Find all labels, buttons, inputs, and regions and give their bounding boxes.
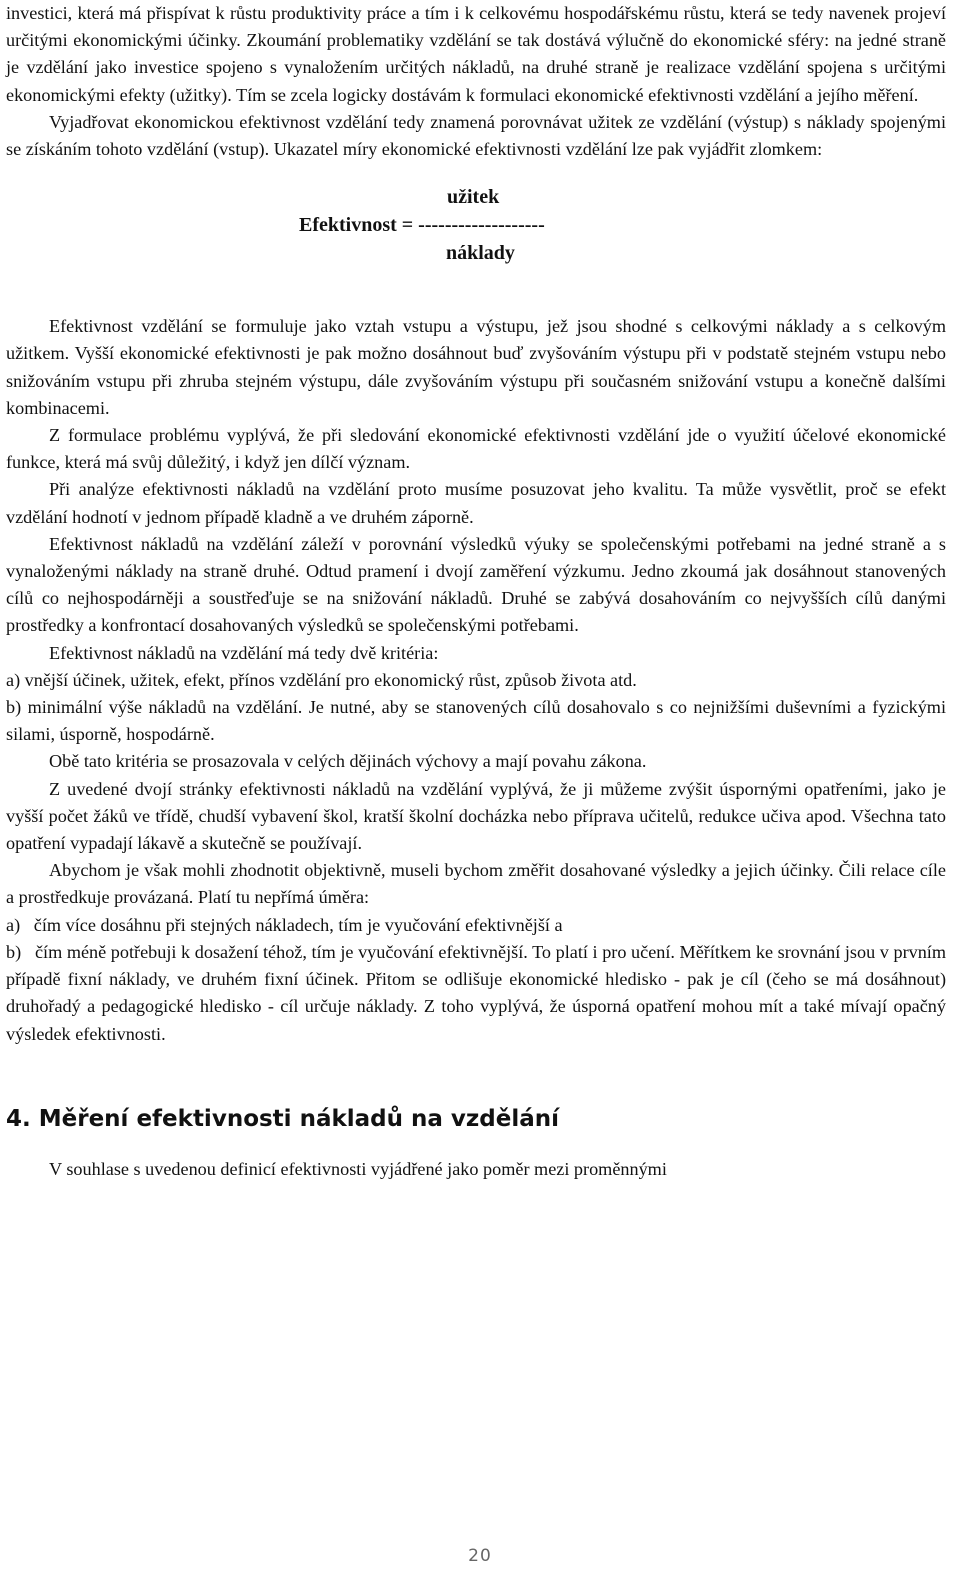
list-text: čím více dosáhnu při stejných nákladech, tím je vyučování efektivnější a (33, 914, 563, 935)
formula-denominator: náklady (446, 242, 515, 265)
criterion-b: b) minimální výše nákladů na vzdělání. Je nutné, aby se stanovených cílů dosahovalo s co nejnižšími duševními a fyzickými silami, úsporně, hospodárně. (6, 697, 946, 745)
efficiency-formula (6, 186, 946, 304)
paragraph-efficiency-formulation: Efektivnost vzdělání se formuluje jako vztah vstupu a výstupu, jež jsou shodné s celkovými náklady a s celkovým užitkem. Vyšší ekonomické efektivnosti je pak možno dosáhnout buď zvyšováním výstupu při v podstatě stejném vstupu nebo snižováním vstupu při zhruba stejném výstupu, dále zvyšováním výstupu při současném snižování vstupu a konečně dalšími kombinacemi. (6, 316, 946, 418)
paragraph-efficiency-definition: Vyjadřovat ekonomickou efektivnost vzdělání tedy znamená porovnávat užitek ze vzdělání (výstup) s náklady spojenými se získáním tohoto vzdělání (vstup). Ukazatel míry ekonomické efektivnosti vzdělání lze pak vyjádřit zlomkem: (6, 111, 946, 160)
criterion-a: a) vnější účinek, užitek, efekt, přínos vzdělání pro ekonomický růst, způsob života atd. (6, 669, 637, 690)
paragraph-quality-analysis: Při analýze efektivnosti nákladů na vzdělání proto musíme posuzovat jeho kvalitu. Ta může vysvětlit, proč se efekt vzdělání hodnotí v jednom případě kladně a ve druhém záporně. (6, 479, 946, 527)
paragraph-two-criteria: Efektivnost nákladů na vzdělání má tedy dvě kritéria: (49, 642, 439, 663)
paragraph-law-nature: Obě tato kritéria se prosazovala v celých dějinách výchovy a mají povahu zákona. (49, 751, 647, 772)
document-page (6, 0, 946, 1183)
paragraph-problem-formulation: Z formulace problému vyplývá, že při sledování ekonomické efektivnosti vzdělání jde o využití účelové ekonomické funkce, která má svůj důležitý, i když jen dílčí význam. (6, 425, 946, 473)
list-text: čím méně potřebuji k dosažení téhož, tím je vyučování efektivnější. To platí i pro učení. Měřítkem ke srovnání jsou v prvním případě fixní náklady, ve druhém fixní účinek. Přitom se odlišuje ekonomické hledisko - pak je cíl (čeho se má dosáhnout) druhořadý a pedagogické hledisko - cíl určuje náklady. Z toho vyplývá, že úsporná opatření mohou mít a také mívají opačný výsledek efektivnosti. (6, 941, 947, 1044)
paragraph-cost-efficiency: Efektivnost nákladů na vzdělání záleží v porovnání výsledků výuky se společenskými potřebami na jedné straně a s vynaloženými náklady na straně druhé. Odtud pramení i dvojí zaměření výzkumu. Jedno zkoumá jak dosáhnout stanovených cílů co nejhospodárněji a soustřeďuje se na snižování nákladů. Druhé se zabývá dosahováním co nejvyšších cílů danými prostředky a konfrontací dosahovaných výsledků se společenskými potřebami. (6, 533, 946, 636)
formula-left-side: Efektivnost = ------------------- (299, 214, 545, 237)
proportion-item-a (6, 912, 946, 939)
paragraph-saving-measures: Z uvedené dvojí stránky efektivnosti nákladů na vzdělání vyplývá, že ji můžeme zvýšit úspornými opatřeními, jako je vyšší počet žáků ve třídě, chudší vybavení škol, kratší školní docházka nebo příprava učitelů, redukce učiva apod. Všechna tato opatření vypadají lákavě a skutečně se používají. (6, 778, 946, 854)
paragraph-objective-evaluation: Abychom je však mohli zhodnotit objektivně, museli bychom změřit dosahované výsledky a jejich účinky. Čili relace cíle a prostředkuje provázaná. Platí tu nepřímá úměra: (6, 860, 946, 908)
section-heading: 4. Měření efektivnosti nákladů na vzdělání (6, 1105, 560, 1132)
paragraph-intro-continued: investici, která má přispívat k růstu produktivity práce a tím i k celkovému hospodářskému růstu, která se tedy navenek projeví určitými ekonomickými účinky. Zkoumání problematiky vzdělání se tak dostává výlučně do ekonomické sféry: na jedné straně je vzdělání jako investice spojeno s vynaložením určitých nákladů, na druhé straně je realizace vzdělání spojena s určitými ekonomickými efekty (užitky). Tím se zcela logicky dostávám k formulaci ekonomické efektivnosti vzdělání a jejího měření. (6, 3, 946, 105)
list-marker: b) (6, 941, 22, 962)
formula-numerator: užitek (447, 186, 500, 209)
list-marker: a) (6, 914, 21, 935)
paragraph-section-start: V souhlase s uvedenou definicí efektivnosti vyjádřené jako poměr mezi proměnnými (49, 1158, 667, 1179)
proportion-item-b (6, 939, 946, 1048)
page-number: 20 (468, 1546, 492, 1566)
